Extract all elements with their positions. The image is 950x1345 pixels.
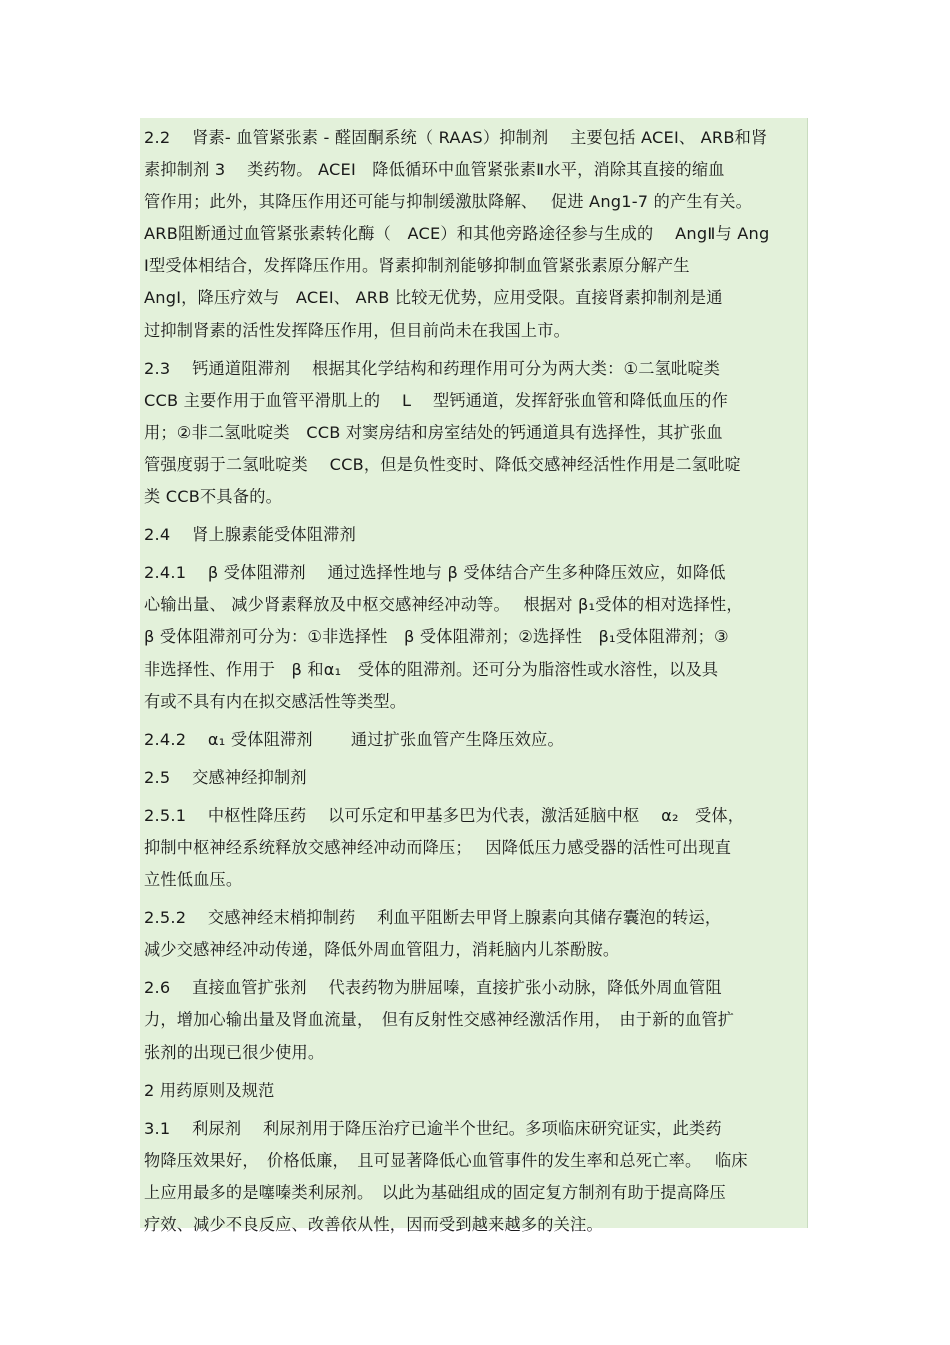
paragraph [144, 557, 814, 717]
text-line: 上应用最多的是噻嗪类利尿剂。 以此为基础组成的固定复方制剂有助于提高降压 [144, 1182, 726, 1202]
text-line: 用；②非二氢吡啶类 CCB 对窦房结和房室结处的钙通道具有选择性，其扩张血 [144, 422, 723, 442]
text-line: 管作用；此外，其降压作用还可能与抑制缓激肽降解、 促进 Ang1-7 的产生有关。 [144, 192, 752, 212]
text-line: 非选择性、作用于 β 和α₁ 受体的阻滞剂。还可分为脂溶性或水溶性，以及具 [144, 659, 719, 679]
text-line: 物降压效果好， 价格低廉， 且可显著降低心血管事件的发生率和总死亡率。 临床 [144, 1150, 748, 1170]
text-line: 立性低血压。 [144, 870, 243, 890]
text-line: 力，增加心输出量及肾血流量， 但有反射性交感神经激活作用， 由于新的血管扩 [144, 1010, 735, 1030]
paragraph [144, 800, 814, 896]
paragraph [144, 353, 814, 513]
text-line: 素抑制剂 3 类药物。 ACEI 降低循环中血管紧张素Ⅱ水平，消除其直接的缩血 [144, 160, 725, 180]
text-line: 心输出量、 减少肾素释放及中枢交感神经冲动等。 根据对 β₁受体的相对选择性， [144, 595, 743, 615]
text-line: 类 CCB不具备的。 [144, 487, 282, 507]
paragraph [144, 1075, 814, 1107]
text-line: β 受体阻滞剂可分为：①非选择性 β 受体阻滞剂；②选择性 β₁受体阻滞剂；③ [144, 627, 729, 647]
text-line: 2.5.1 中枢性降压药 以可乐定和甲基多巴为代表，激活延脑中枢 α₂ 受体， [144, 805, 745, 825]
text-line: 张剂的出现已很少使用。 [144, 1042, 325, 1062]
paragraph [144, 972, 814, 1068]
text-line: 减少交感神经冲动传递，降低外周血管阻力，消耗脑内儿茶酚胺。 [144, 940, 620, 960]
text-line: AngⅠ，降压疗效与 ACEI、 ARB 比较无优势，应用受限。直接肾素抑制剂是通 [144, 288, 723, 308]
text-line: 2.4.2 α₁ 受体阻滞剂 通过扩张血管产生降压效应。 [144, 729, 564, 749]
text-line: 2.5.2 交感神经末梢抑制药 利血平阻断去甲肾上腺素向其储存囊泡的转运， [144, 908, 722, 928]
text-line: Ⅰ型受体相结合，发挥降压作用。肾素抑制剂能够抑制血管紧张素原分解产生 [144, 256, 690, 276]
paragraph [144, 122, 814, 347]
text-line: 3.1 利尿剂 利尿剂用于降压治疗已逾半个世纪。多项临床研究证实，此类药 [144, 1118, 722, 1138]
text-line: 2.3 钙通道阻滞剂 根据其化学结构和药理作用可分为两大类：①二氢吡啶类 [144, 358, 721, 378]
text-line: 管强度弱于二氢吡啶类 CCB，但是负性变时、降低交感神经活性作用是二氢吡啶 [144, 454, 741, 474]
paragraph [144, 902, 814, 966]
text-line: 2.4 肾上腺素能受体阻滞剂 [144, 525, 356, 545]
text-line: 2.6 直接血管扩张剂 代表药物为肼屈嗪，直接扩张小动脉，降低外周血管阻 [144, 978, 722, 998]
text-line: 2 用药原则及规范 [144, 1080, 275, 1100]
document-body [144, 122, 814, 1247]
text-line: CCB 主要作用于血管平滑肌上的 L 型钙通道，发挥舒张血管和降低血压的作 [144, 390, 728, 410]
text-line: 2.4.1 β 受体阻滞剂 通过选择性地与 β 受体结合产生多种降压效应，如降低 [144, 563, 726, 583]
text-line: 2.2 肾素- 血管紧张素 - 醛固酮系统（ RAAS）抑制剂 主要包括 ACEI、 ARB和肾 [144, 128, 768, 147]
paragraph [144, 1113, 814, 1241]
text-line: 疗效、减少不良反应、改善依从性，因而受到越来越多的关注。 [144, 1215, 603, 1234]
text-line: 2.5 交感神经抑制剂 [144, 767, 307, 787]
text-line: ARB阻断通过血管紧张素转化酶（ ACE）和其他旁路途径参与生成的 AngⅡ与 Ang [144, 224, 770, 244]
paragraph [144, 519, 814, 551]
paragraph [144, 762, 814, 794]
paragraph [144, 724, 814, 756]
text-line: 过抑制肾素的活性发挥降压作用，但目前尚未在我国上市。 [144, 320, 571, 340]
text-line: 抑制中枢神经系统释放交感神经冲动而降压； 因降低压力感受器的活性可出现直 [144, 837, 732, 857]
text-line: 有或不具有内在拟交感活性等类型。 [144, 691, 407, 711]
